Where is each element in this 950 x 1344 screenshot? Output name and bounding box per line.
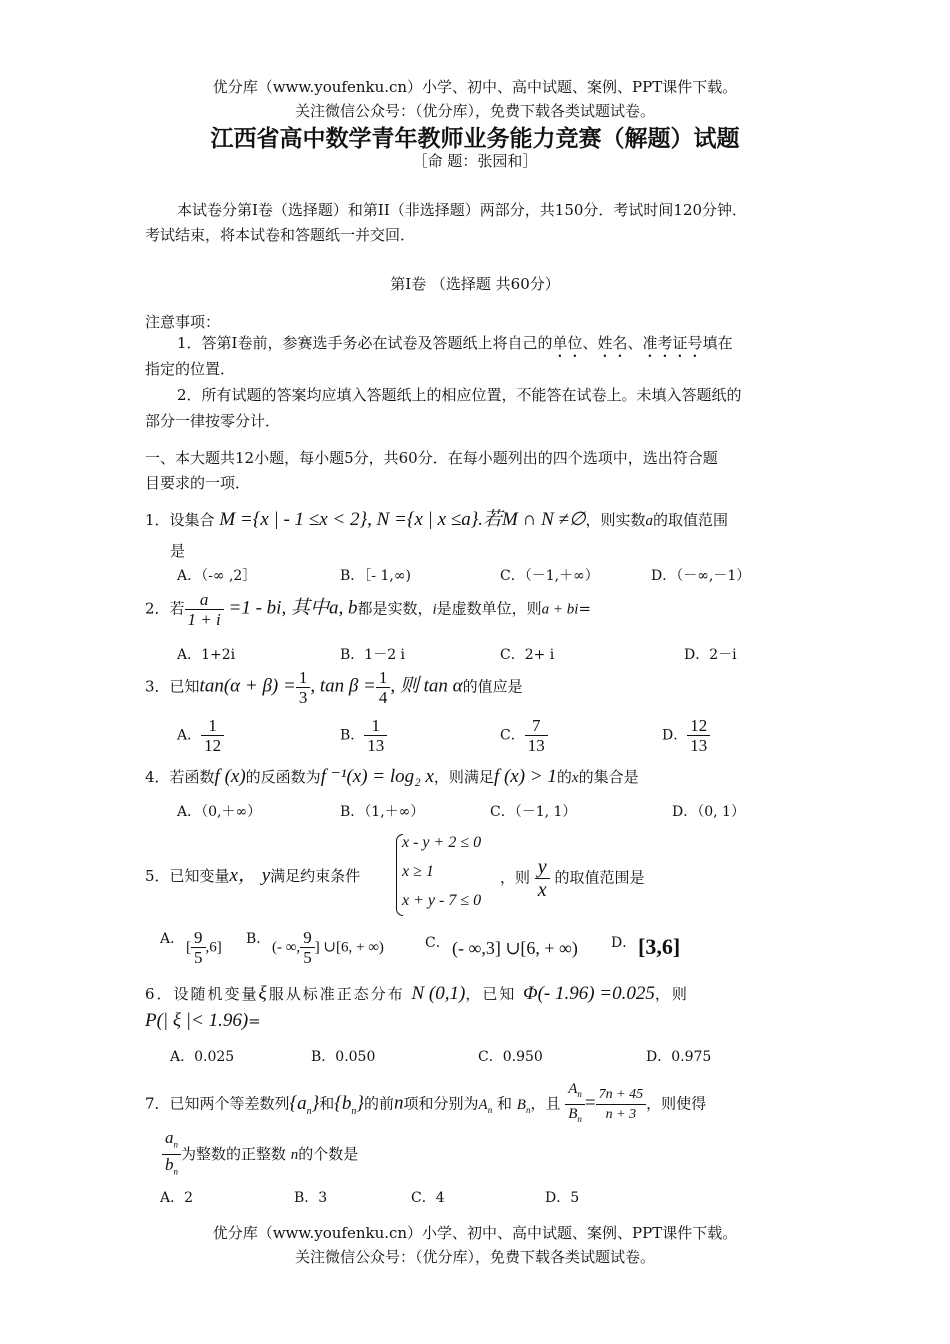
q2-mid: 都是实数， xyxy=(357,599,433,618)
q3-d-den: 13 xyxy=(690,736,708,755)
q6-stem xyxy=(145,982,689,1006)
q4-option-a: A．（0,＋∞） xyxy=(177,804,262,820)
q4-mid2: ，则满足 xyxy=(433,768,494,786)
q5-option-c-label: C． xyxy=(425,935,450,951)
q5-option-c: (- ∞,3] ∪[6, + ∞) xyxy=(452,938,578,958)
note-1-cont: 指定的位置． xyxy=(145,360,236,378)
q5-vars: x， y xyxy=(229,865,271,886)
q6-suffix: ，则 xyxy=(654,985,689,1003)
q1-option-a: A．（-∞ ,2］ xyxy=(177,568,257,584)
q5-suffix: 的取值范围是 xyxy=(554,868,645,887)
q5-option-b-value xyxy=(272,928,384,967)
q3-stem xyxy=(145,668,523,707)
q4-option-b: B．（1,＋∞） xyxy=(340,804,425,820)
q7-and2: 和 xyxy=(496,1094,512,1113)
q7-l2-var: n xyxy=(290,1146,299,1163)
q5-option-d: [3,6] xyxy=(638,934,681,959)
intro-line-1: 本试卷分第I卷（选择题）和第II（非选择题）两部分，共150分．考试时间120分钟． xyxy=(177,201,748,219)
q7-option-a: A．2 xyxy=(160,1190,194,1206)
q3-c-den: 13 xyxy=(527,736,545,755)
q7-An-base: A xyxy=(478,1096,488,1113)
q7-suffix: ，则使得 xyxy=(646,1094,707,1113)
q2-expr2: a + bi xyxy=(541,601,579,618)
section1-line-2: 目要求的一项． xyxy=(145,474,251,492)
q7-ratio-num: $A_n$ xyxy=(565,1080,585,1105)
notes-heading: 注意事项： xyxy=(145,313,221,331)
q5-b-label: B． xyxy=(246,931,271,947)
footer-line-1: 优分库（www.youfenku.cn）小学、初中、高中试题、案例、PPT课件下载。 xyxy=(212,1224,738,1242)
q6-line2-end: = xyxy=(248,1012,261,1030)
q4-var: x xyxy=(571,770,579,786)
q7-ratio-den-base: B xyxy=(568,1106,578,1122)
q3-d-num: 12 xyxy=(687,716,710,736)
q4-option-d: D．（0, 1） xyxy=(672,804,745,820)
q3-frac2 xyxy=(376,668,391,707)
q7-eq: = xyxy=(584,1092,596,1114)
q3-expr1: tan(α + β) = xyxy=(199,675,296,697)
q6-dist: N (0,1) xyxy=(411,983,466,1004)
q7-ab-den-base: b xyxy=(165,1155,174,1175)
intro-line-2: 考试结束，将本试卷和答题纸一并交回． xyxy=(145,226,416,244)
q5-after xyxy=(500,856,644,901)
q7-option-d: D．5 xyxy=(545,1190,580,1206)
q7-ratio xyxy=(565,1080,585,1129)
q7-bn-base: {b xyxy=(334,1092,352,1114)
q5-b-frac xyxy=(300,928,315,967)
q3-frac2-num: 1 xyxy=(376,668,391,688)
q5-ratio-den: x xyxy=(537,879,547,901)
note-1-end: 填在 xyxy=(702,334,733,352)
q6-option-a: A．0.025 xyxy=(170,1049,235,1065)
note-1-text: 1．答第I卷前，参赛选手务必在试卷及答题纸上将自己的 xyxy=(177,334,553,352)
q1-option-d: D．（－∞,－1） xyxy=(651,568,751,584)
q5-ratio-num: y xyxy=(535,856,550,879)
q7-l2-text: 为整数的正整数 xyxy=(181,1144,287,1163)
q4-stem xyxy=(145,765,639,790)
q7-bn: $\{b_n\}$ xyxy=(334,1092,364,1117)
q7-l2-end: 的个数是 xyxy=(298,1144,359,1163)
q4-mid: 的反函数为 xyxy=(245,768,321,786)
q3-frac1 xyxy=(296,668,311,707)
q3-c-frac xyxy=(525,716,548,755)
q7-an-base: {a xyxy=(289,1092,307,1114)
q7-an: $\{a_n\}$ xyxy=(289,1092,320,1117)
q2-expr: =1 - bi, 其中a, b xyxy=(228,597,358,619)
q3-d-frac xyxy=(687,716,710,755)
q2-prefix: 2．若 xyxy=(145,599,185,618)
author-line: ［命 题：张园和］ xyxy=(412,152,538,170)
q3-b-den: 13 xyxy=(367,736,385,755)
q5-constraint-2: x ≥ 1 xyxy=(402,863,434,880)
q4-prefix: 4．若函数 xyxy=(145,768,215,786)
q3-option-d xyxy=(662,716,710,755)
q5-constraint-3: x + y - 7 ≤ 0 xyxy=(402,892,482,909)
q1-suffix: ，则实数 xyxy=(585,511,646,529)
q2-frac-num: a xyxy=(185,590,224,610)
q5-option-d-label: D． xyxy=(611,935,637,951)
q3-expr3: , 则 tan α xyxy=(390,675,463,697)
q2-mid2: 是虚数单位，则 xyxy=(436,599,542,618)
q7-and: 和 xyxy=(319,1094,335,1113)
q5-a-pre: [ xyxy=(186,939,191,956)
q1-prefix: 1．设集合 xyxy=(145,511,215,529)
q6-mid2: ，已知 xyxy=(465,985,517,1003)
header-line-1: 优分库（www.youfenku.cn）小学、初中、高中试题、案例、PPT课件下载。 xyxy=(212,78,738,96)
q7-ab-num-base: a xyxy=(165,1128,174,1147)
page-title: 江西省高中数学青年教师业务能力竞赛（解题）试题 xyxy=(210,126,740,152)
q6-option-d: D．0.975 xyxy=(646,1049,712,1065)
part1-title: 第I卷 （选择题 共60分） xyxy=(390,275,560,293)
q7-stem xyxy=(145,1080,706,1129)
q5-b-pre: (- ∞, xyxy=(272,939,301,956)
q5-option-a xyxy=(160,928,184,948)
q5-b-post: ] ∪[6, + ∞) xyxy=(314,939,384,956)
q4-mid3: 的 xyxy=(556,768,572,786)
q7-stem-cont xyxy=(162,1128,358,1182)
q6-var: ξ xyxy=(258,983,269,1004)
section1-line-1: 一、本大题共12小题，每小题5分，共60分．在每小题列出的四个选项中，选出符合题 xyxy=(145,449,718,467)
q3-b-num: 1 xyxy=(364,716,387,736)
q5-prefix: 5．已知变量 xyxy=(145,867,230,885)
q7-n: n xyxy=(394,1092,404,1114)
q7-option-c: C．4 xyxy=(411,1190,445,1206)
q3-option-c xyxy=(500,716,548,755)
q7-ab-den: $b_n$ xyxy=(165,1155,178,1177)
q6-option-b: B．0.050 xyxy=(311,1049,376,1065)
q7-Bn-base: B xyxy=(516,1096,526,1113)
q3-a-num: 1 xyxy=(201,716,224,736)
q4-fx: f (x) xyxy=(214,766,246,787)
q7-ab-num: $a_n$ xyxy=(162,1128,181,1155)
q7-ratio2 xyxy=(596,1085,646,1124)
note-1-sep2: 、 xyxy=(627,334,643,352)
q7-mid: 的前 xyxy=(364,1094,395,1113)
q4-option-c: C．（－1, 1） xyxy=(490,804,577,820)
q1-stem-cont: 是 xyxy=(170,542,186,560)
note-1-name: 姓名 xyxy=(597,334,628,352)
q5-a-post: ,6] xyxy=(205,939,222,956)
note-1-sep1: 、 xyxy=(582,334,598,352)
q7-An: $A_n$ xyxy=(478,1096,493,1115)
q5-constraint-1: x - y + 2 ≤ 0 xyxy=(402,834,482,851)
q6-phi: Φ(- 1.96) =0.025 xyxy=(523,983,655,1004)
q5-a-num: 9 xyxy=(191,928,206,948)
q5-after-text: ，则 xyxy=(500,868,531,887)
note-1-unit: 单位 xyxy=(552,334,583,352)
q3-d-label: D． xyxy=(662,727,688,744)
q4-suffix: 的集合是 xyxy=(578,768,639,786)
q1-expr: M ={x | - 1 ≤x < 2}, N ={x | x ≤a}.若M ∩ N ≠∅ xyxy=(219,509,586,530)
q7-ab-frac xyxy=(162,1128,181,1182)
q6-mid: 服从标准正态分布 xyxy=(268,985,405,1003)
q5-b-num: 9 xyxy=(300,928,315,948)
q3-prefix: 3．已知 xyxy=(145,677,200,696)
q5-a-den: 5 xyxy=(194,948,203,967)
q7-ratio2-den: n + 3 xyxy=(605,1107,637,1122)
q2-option-a: A．1+2i xyxy=(177,647,236,663)
q5-option-b xyxy=(246,928,270,948)
q2-frac-den: 1 + i xyxy=(187,610,221,629)
q4-cond: f (x) > 1 xyxy=(493,766,557,787)
note-1-id: 准考证号 xyxy=(642,334,703,352)
q3-c-label: C． xyxy=(500,727,525,744)
q1-option-c: C．（－1,＋∞） xyxy=(500,568,599,584)
q2-stem xyxy=(145,590,591,629)
q3-frac1-num: 1 xyxy=(296,668,311,688)
q1-var: a xyxy=(645,513,654,529)
q2-option-c: C．2+ i xyxy=(500,647,555,663)
q4-inverse: f ⁻¹(x) = log₂ x xyxy=(320,766,434,787)
q5-a-frac xyxy=(191,928,206,967)
q1-stem xyxy=(145,508,728,533)
q3-expr2: , tan β = xyxy=(310,675,376,697)
q6-prefix: 6．设随机变量 xyxy=(145,985,259,1003)
q3-a-frac xyxy=(201,716,224,755)
q1-option-b: B．［- 1,∞) xyxy=(340,568,411,584)
q3-frac1-den: 3 xyxy=(298,688,308,707)
note-2: 2．所有试题的答案均应填入答题纸上的相应位置，不能答在试卷上。未填入答题纸的 xyxy=(177,386,742,404)
q3-option-a xyxy=(177,716,224,755)
header-line-2: 关注微信公众号：（优分库），免费下载各类试题试卷。 xyxy=(294,102,655,120)
q6-stem-cont xyxy=(145,1010,261,1033)
q5-prefix-line xyxy=(145,864,360,888)
q7-Bn: $B_n$ xyxy=(516,1096,531,1115)
q1-suffix2: 的取值范围 xyxy=(653,511,729,529)
q5-a-label: A． xyxy=(160,931,185,947)
q5-ratio xyxy=(535,856,550,901)
note-1 xyxy=(177,332,733,361)
q7-ratio-den: $B_n$ xyxy=(568,1106,582,1124)
footer-line-2: 关注微信公众号：（优分库），免费下载各类试题试卷。 xyxy=(294,1248,655,1266)
q3-a-label: A． xyxy=(177,727,202,744)
q3-a-den: 12 xyxy=(204,736,222,755)
q7-ratio2-num: 7n + 45 xyxy=(596,1085,646,1105)
q6-option-c: C．0.950 xyxy=(478,1049,543,1065)
q7-option-b: B．3 xyxy=(294,1190,328,1206)
q5-option-a-value xyxy=(186,928,222,967)
q7-mid3: ，且 xyxy=(530,1094,561,1113)
q3-c-num: 7 xyxy=(525,716,548,736)
q2-end: = xyxy=(578,599,592,618)
q5-mid: 满足约束条件 xyxy=(270,867,361,885)
q7-ratio-num-base: A xyxy=(568,1081,578,1097)
q2-option-b: B．1－2 i xyxy=(340,647,406,663)
q2-option-d: D．2－i xyxy=(684,647,737,663)
q7-mid2: 项和分别为 xyxy=(403,1094,479,1113)
q2-fraction xyxy=(185,590,224,629)
q6-line2: P(| ξ |< 1.96) xyxy=(145,1010,249,1031)
q3-b-label: B． xyxy=(340,727,365,744)
q7-prefix: 7．已知两个等差数列 xyxy=(145,1094,290,1113)
note-2-cont: 部分一律按零分计． xyxy=(145,412,281,430)
q3-option-b xyxy=(340,716,387,755)
q3-b-frac xyxy=(364,716,387,755)
q3-frac2-den: 4 xyxy=(378,688,388,707)
q3-suffix: 的值应是 xyxy=(462,677,523,696)
q5-b-den: 5 xyxy=(303,948,312,967)
q2-var-i: i xyxy=(432,601,437,618)
